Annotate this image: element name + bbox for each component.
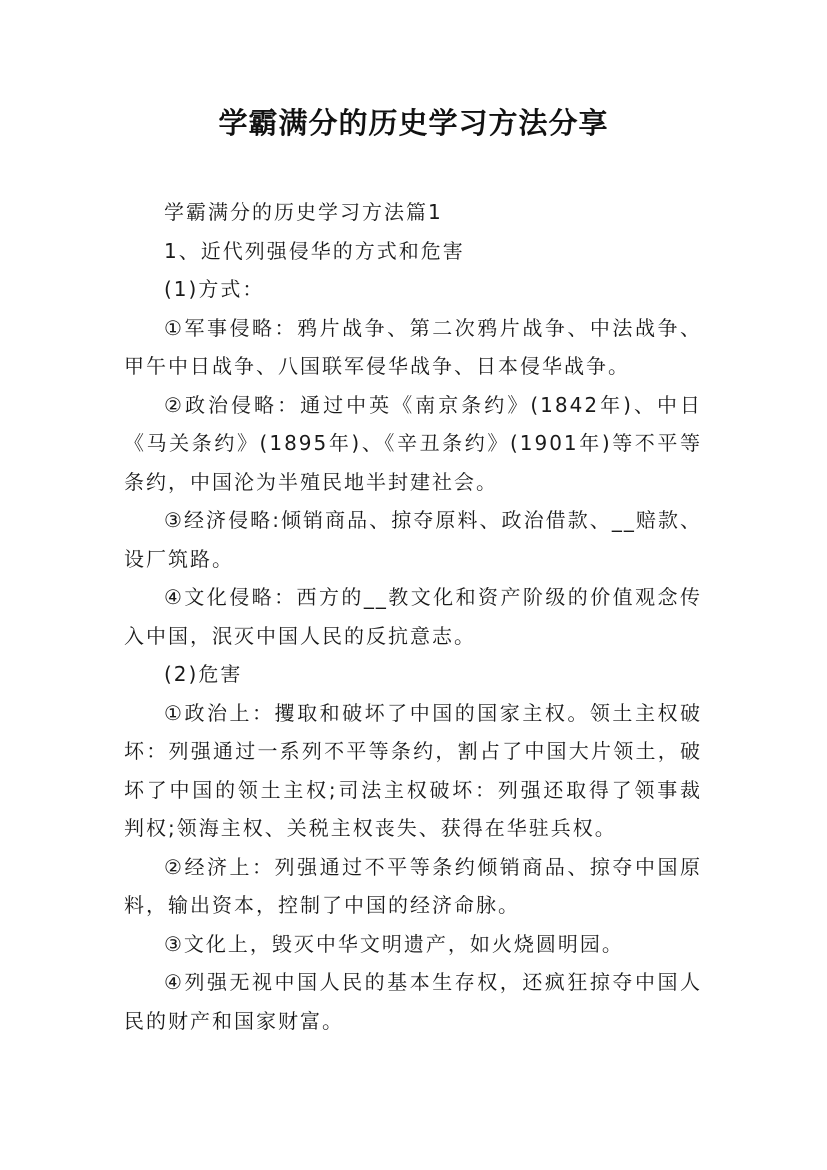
paragraph-political: ②政治侵略：通过中英《南京条约》(1842年)、中日《马关条约》(1895年)、《辛丑条约》(1901年)等不平等条约，中国沦为半殖民地半封建社会。	[124, 392, 702, 494]
section-heading: 学霸满分的历史学习方法篇1	[164, 200, 443, 224]
paragraph-military: ①军事侵略：鸦片战争、第二次鸦片战争、中法战争、甲午中日战争、八国联军侵华战争、日本侵华战争。	[124, 315, 702, 378]
paragraph-cultural: ④文化侵略：西方的__教文化和资产阶级的价值观念传入中国，泯灭中国人民的反抗意志。	[124, 585, 702, 648]
paragraph-harm-economic: ②经济上：列强通过不平等条约倾销商品、掠夺中国原料，输出资本，控制了中国的经济命脉。	[124, 854, 702, 917]
subheading-harms: (2)危害	[164, 662, 243, 686]
paragraph-economic: ③经济侵略:倾销商品、掠夺原料、政治借款、__赔款、设厂筑路。	[124, 508, 702, 571]
topic-heading: 1、近代列强侵华的方式和危害	[164, 238, 465, 263]
paragraph-harm-political: ①政治上：攫取和破坏了中国的国家主权。领土主权破坏：列强通过一系列不平等条约，割占了中国大片领土，破坏了中国的领土主权;司法主权破坏：列强还取得了领事裁判权;领海主权、关税主权丧失、获得在华驻兵权。	[124, 700, 702, 840]
document-title: 学霸满分的历史学习方法分享	[218, 106, 609, 140]
document-body	[124, 193, 702, 1040]
paragraph-harm-livelihood: ④列强无视中国人民的基本生存权，还疯狂掠夺中国人民的财产和国家财富。	[124, 970, 702, 1033]
paragraph-harm-cultural: ③文化上，毁灭中华文明遗产，如火烧圆明园。	[164, 931, 624, 956]
subheading-methods: (1)方式：	[164, 277, 265, 301]
